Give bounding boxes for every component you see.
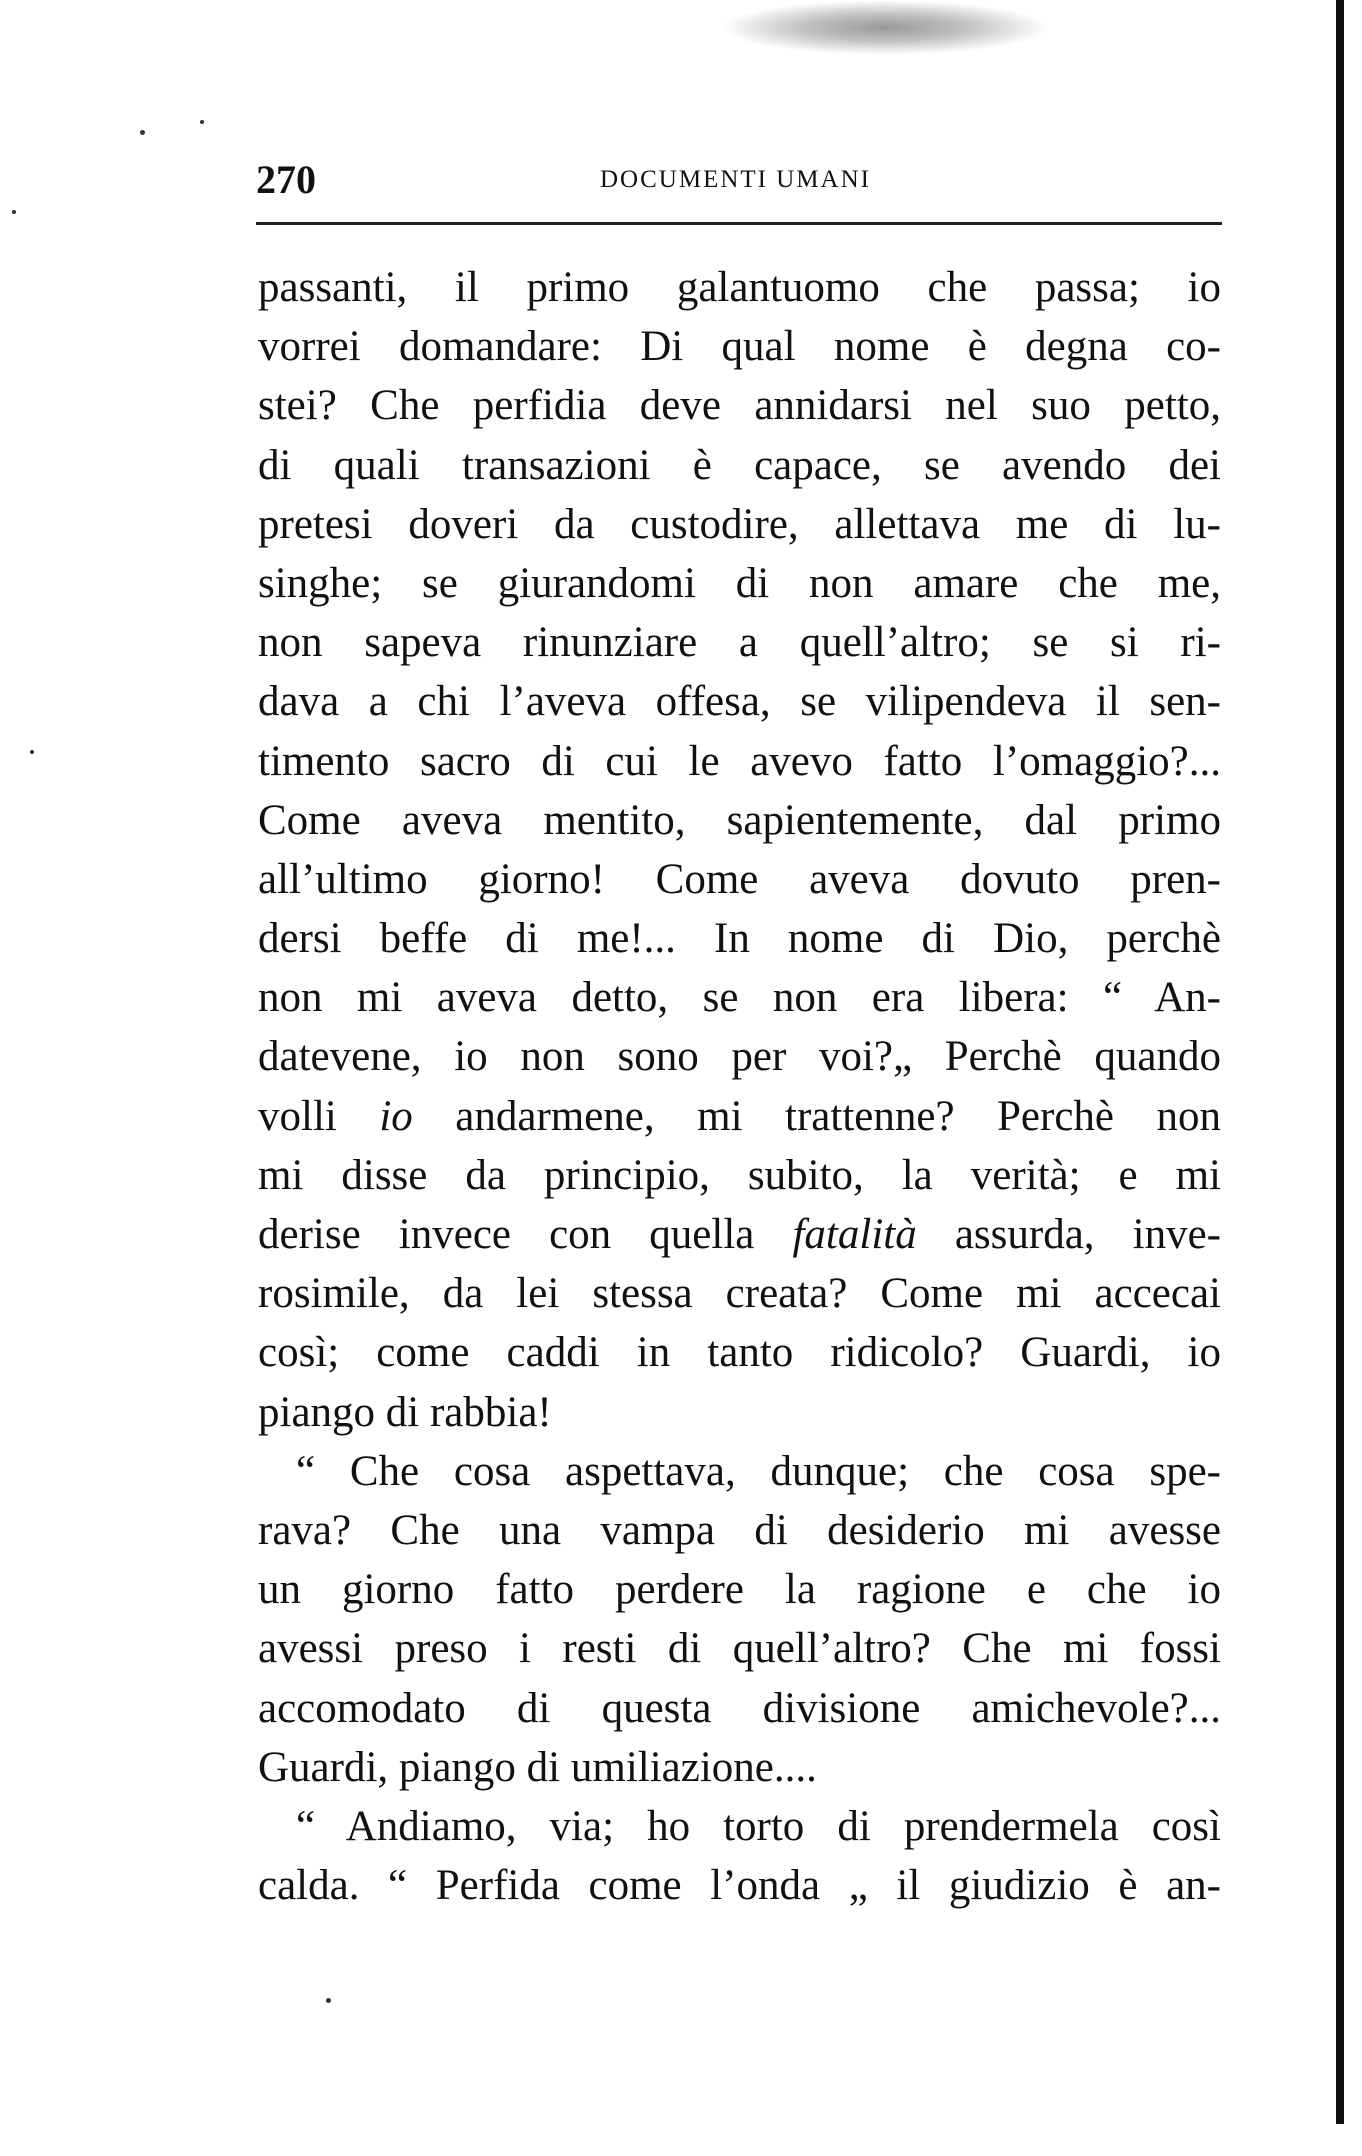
text-segment: andarmene, mi trattenne? Perchè non [412, 1092, 1221, 1140]
text-line [258, 909, 1221, 968]
header-rule [256, 222, 1222, 225]
text-line [258, 968, 1221, 1027]
text-segment: “ Che cosa aspettava, dunque; che cosa spe- [296, 1447, 1221, 1495]
scan-smudge [720, 0, 1050, 55]
text-line [258, 258, 1221, 317]
text-segment: passanti, il primo galantuomo che passa; io [258, 264, 1221, 311]
text-line [258, 672, 1221, 731]
text-segment: avessi preso i resti di quell’altro? Che mi fossi [258, 1625, 1221, 1673]
text-segment: assurda, inve- [916, 1211, 1221, 1258]
text-segment: accomodato di questa divisione amichevole?... [258, 1684, 1221, 1732]
text-segment: Guardi, piango di umiliazione.... [258, 1743, 817, 1791]
text-segment: di quali transazioni è capace, se avendo dei [258, 441, 1221, 489]
text-line [258, 850, 1221, 909]
scan-speck [200, 120, 204, 124]
text-line [258, 1501, 1221, 1560]
text-line [258, 1027, 1221, 1086]
text-segment: mi disse da principio, subito, la verità; e mi [258, 1151, 1221, 1199]
scan-speck [326, 1998, 331, 2003]
text-line [258, 317, 1221, 376]
text-line [258, 436, 1221, 495]
text-segment: all’ultimo giorno! Come aveva dovuto pren- [258, 855, 1221, 903]
text-line [258, 1619, 1221, 1678]
text-line [258, 1856, 1221, 1915]
text-segment: un giorno fatto perdere la ragione e che io [258, 1566, 1221, 1614]
text-segment: non mi aveva detto, se non era libera: “ An- [258, 974, 1221, 1022]
italic-text: io [379, 1092, 413, 1140]
text-line [258, 613, 1221, 672]
text-line [258, 554, 1221, 613]
page-body-text [258, 258, 1221, 1915]
text-segment: stei? Che perfidia deve annidarsi nel suo petto, [258, 382, 1221, 430]
text-segment: rava? Che una vampa di desiderio mi avesse [258, 1506, 1221, 1554]
running-title: DOCUMENTI UMANI [600, 166, 871, 193]
text-line [258, 1442, 1221, 1501]
text-segment: rosimile, da lei stessa creata? Come mi accecai [258, 1270, 1221, 1318]
text-line [258, 1560, 1221, 1619]
text-segment: piango di rabbia! [258, 1388, 552, 1436]
italic-text: fatalità [792, 1211, 917, 1258]
scan-speck [30, 750, 34, 754]
text-line [258, 1383, 1221, 1442]
scan-speck [12, 210, 16, 214]
text-line [258, 376, 1221, 435]
text-line [258, 1264, 1221, 1323]
text-segment: “ Andiamo, via; ho torto di prendermela così [296, 1802, 1221, 1850]
page-edge-shadow [1336, 0, 1344, 2124]
text-segment: timento sacro di cui le avevo fatto l’omaggio?... [258, 737, 1221, 785]
text-segment: calda. “ Perfida come l’onda „ il giudizio è an- [258, 1862, 1221, 1910]
text-line [258, 1087, 1221, 1146]
text-line [258, 1679, 1221, 1738]
text-line [258, 1738, 1221, 1797]
text-line [258, 791, 1221, 850]
text-segment: datevene, io non sono per voi?„ Perchè quando [258, 1033, 1221, 1081]
text-segment: dava a chi l’aveva offesa, se vilipendeva il sen- [258, 678, 1221, 726]
text-line [258, 732, 1221, 791]
text-line [258, 1797, 1221, 1856]
page-number: 270 [256, 157, 316, 202]
text-segment: dersi beffe di me!... In nome di Dio, perchè [258, 915, 1221, 963]
text-line [258, 495, 1221, 554]
text-segment: non sapeva rinunziare a quell’altro; se si ri- [258, 619, 1221, 667]
text-segment: derise invece con quella [258, 1211, 793, 1258]
text-segment: volli [258, 1092, 380, 1140]
text-segment: Come aveva mentito, sapientemente, dal primo [258, 796, 1221, 844]
text-line [258, 1323, 1221, 1382]
text-line [258, 1146, 1221, 1205]
text-line [258, 1205, 1221, 1264]
scan-speck [140, 130, 145, 135]
text-segment: vorrei domandare: Di qual nome è degna co- [258, 323, 1221, 371]
text-segment: singhe; se giurandomi di non amare che me, [258, 559, 1221, 607]
text-segment: pretesi doveri da custodire, allettava me di lu- [258, 500, 1221, 548]
text-segment: così; come caddi in tanto ridicolo? Guardi, io [258, 1329, 1221, 1377]
